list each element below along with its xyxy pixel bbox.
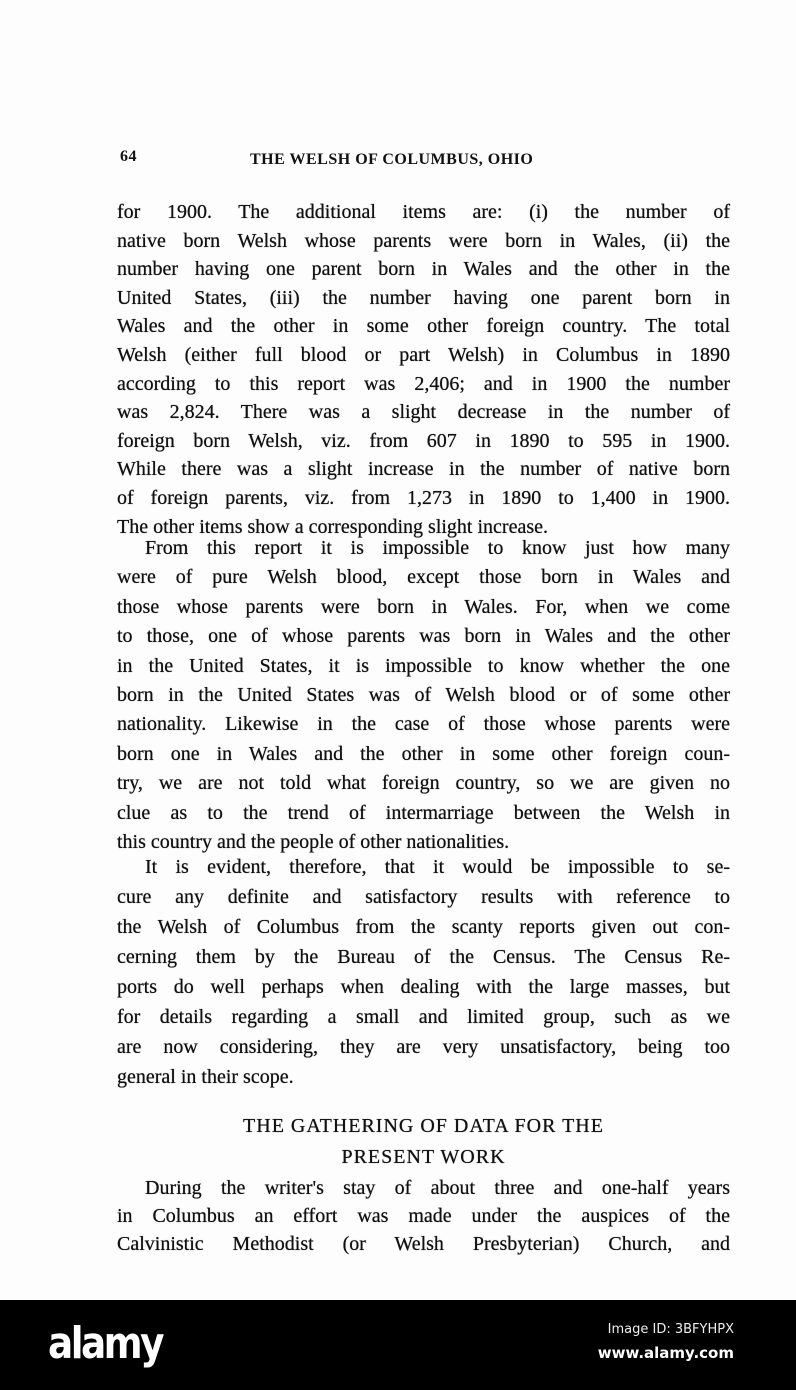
text-line: nationality. Likewise in the case of those whose parents were	[117, 713, 730, 736]
text-line: those whose parents were born in Wales. For, when we come	[117, 595, 730, 618]
running-title: THE WELSH OF COLUMBUS, OHIO	[250, 151, 534, 168]
text-line: ports do well perhaps when dealing with the large masses, but	[117, 976, 730, 998]
text-line: are now considering, they are very unsatisfactory, being too	[117, 1036, 730, 1058]
text-line: general in their scope.	[117, 1066, 294, 1088]
alamy-logo: alamy	[48, 1318, 162, 1369]
text-line: number having one parent born in Wales and the other in the	[117, 258, 730, 281]
text-line: were of pure Welsh blood, except those born in Wales and	[117, 566, 730, 589]
text-line: cure any definite and satisfactory results with reference to	[117, 886, 730, 908]
text-line: born one in Wales and the other in some other foreign coun-	[117, 742, 730, 765]
text-line: The other items show a corresponding slight increase.	[117, 515, 548, 538]
section-heading-line-2: PRESENT WORK	[341, 1146, 506, 1168]
text-line: to those, one of whose parents was born in Wales and the other	[117, 625, 730, 648]
text-line: for details regarding a small and limited group, such as we	[117, 1006, 730, 1028]
text-line: of foreign parents, viz. from 1,273 in 1890 to 1,400 in 1900.	[117, 487, 730, 509]
text-line: From this report it is impossible to know just how many	[145, 537, 730, 559]
text-line: Wales and the other in some other foreign country. The total	[117, 315, 730, 338]
text-line: It is evident, therefore, that it would be impossible to se-	[145, 856, 730, 878]
watermark-bar	[0, 1300, 796, 1390]
text-line: clue as to the trend of intermarriage between the Welsh in	[117, 801, 730, 824]
text-line: While there was a slight increase in the number of native born	[117, 458, 730, 481]
site-url: www.alamy.com	[597, 1344, 734, 1362]
text-line: in Columbus an effort was made under the auspices of the	[117, 1205, 730, 1227]
page-number: 64	[120, 148, 137, 165]
text-line: foreign born Welsh, viz. from 607 in 1890 to 595 in 1900.	[117, 429, 730, 452]
text-line: During the writer's stay of about three and one-half years	[145, 1177, 730, 1199]
text-line: in the United States, it is impossible to know whether the one	[117, 654, 730, 677]
text-line: according to this report was 2,406; and in 1900 the number	[117, 372, 730, 395]
text-line: cerning them by the Bureau of the Census. The Census Re-	[117, 946, 730, 968]
text-line: this country and the people of other nationalities.	[117, 831, 510, 853]
text-line: born in the United States was of Welsh blood or of some other	[117, 684, 730, 706]
text-line: was 2,824. There was a slight decrease in the number of	[117, 401, 730, 424]
text-line: Welsh (either full blood or part Welsh) in Columbus in 1890	[117, 344, 730, 366]
text-line: try, we are not told what foreign country, so we are given no	[117, 772, 730, 795]
text-line: United States, (iii) the number having one parent born in	[117, 286, 730, 309]
text-line: Calvinistic Methodist (or Welsh Presbyterian) Church, and	[117, 1233, 730, 1255]
section-heading-line-1: THE GATHERING OF DATA FOR THE	[243, 1115, 604, 1137]
image-id: Image ID: 3BFYHPX	[607, 1322, 734, 1337]
text-line: for 1900. The additional items are: (i) the number of	[117, 201, 730, 223]
text-line: the Welsh of Columbus from the scanty reports given out con-	[117, 916, 730, 938]
text-line: native born Welsh whose parents were born in Wales, (ii) the	[117, 229, 730, 252]
